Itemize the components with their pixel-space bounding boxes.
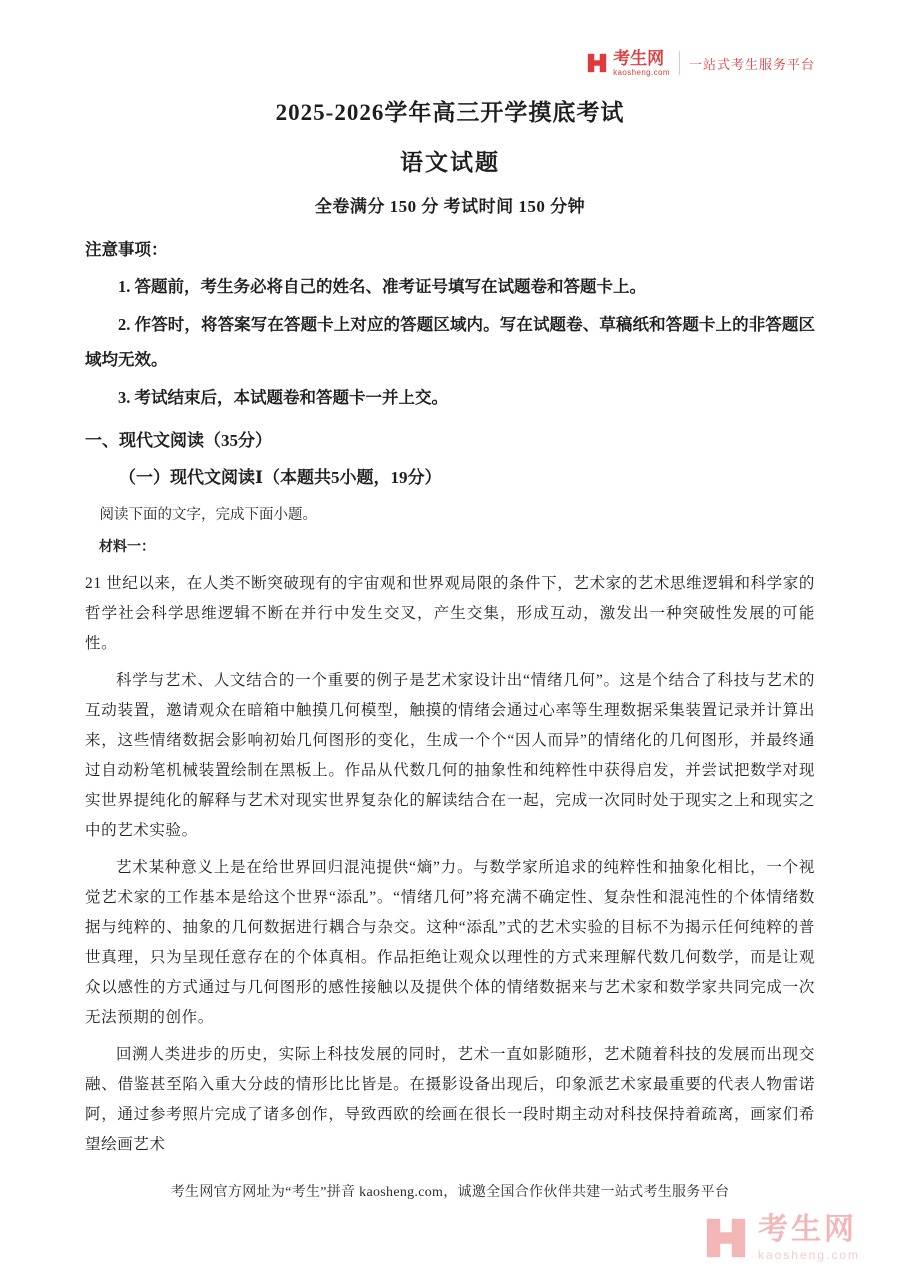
notice-item-1: 1. 答题前，考生务必将自己的姓名、准考证号填写在试题卷和答题卡上。 (118, 277, 646, 296)
page-footer (0, 1181, 900, 1201)
brand-header (85, 46, 815, 80)
material-paragraph: 艺术某种意义上是在给世界回归混沌提供“熵”力。与数学家所追求的纯粹性和抽象化相比，一个视觉艺术家的工作基本是给这个世界“添乱”。“情绪几何”将充满不确定性、复杂性和混沌性的个体情绪数据与纯粹的、抽象的几何数据进行耦合与杂交。这种“添乱”式的艺术实验的目标不为揭示任何纯粹的普世真理，只为呈现任意存在的个体真相。作品拒绝让观众以理性的方式来理解代数几何数学，而是让观众以感性的方式通过与几何图形的感性接触以及提供个体的情绪数据来与艺术家和数学家共同完成一次无法预期的创作。 (85, 859, 815, 1026)
kaosheng-watermark-icon (703, 1215, 749, 1261)
notice-item-3: 3. 考试结束后，本试题卷和答题卡一并上交。 (118, 388, 448, 407)
watermark-name: 考生网 (757, 1213, 857, 1246)
brand-divider (679, 51, 680, 75)
reading-instruction: 阅读下面的文字，完成下面小题。 (99, 507, 317, 523)
brand-name: 考生网 (613, 48, 665, 68)
section-heading: 一、现代文阅读（35分） (85, 431, 272, 450)
brand-domain: kaosheng.com (613, 67, 670, 77)
brand-tagline: 一站式考生服务平台 (688, 56, 815, 72)
brand-text (613, 50, 670, 77)
watermark-domain: kaosheng.com (757, 1248, 860, 1262)
kaosheng-watermark (703, 1215, 860, 1261)
watermark-text (758, 1215, 860, 1261)
subsection-heading: （一）现代文阅读Ⅰ（本题共5小题，19分） (119, 468, 442, 487)
notice-item-2: 2. 作答时，将答案写在答题卡上对应的答题区域内。写在试题卷、草稿纸和答题卡上的非答题区域均无效。 (85, 315, 815, 369)
material-paragraph: 回溯人类进步的历史，实际上科技发展的同时，艺术一直如影随形，艺术随着科技的发展而出现交融、借鉴甚至陷入重大分歧的情形比比皆是。在摄影设备出现后，印象派艺术家最重要的代表人物雷诺阿，通过参考照片完成了诸多创作，导致西欧的绘画在很长一段时期主动对科技保持着疏离，画家们希望绘画艺术 (85, 1046, 815, 1153)
footer-text: 考生网官方网址为“考生”拼音 kaosheng.com，诚邀全国合作伙伴共建一站式考生服务平台 (170, 1185, 730, 1200)
material-label: 材料一： (99, 540, 155, 555)
notice-heading: 注意事项： (85, 240, 168, 259)
material-paragraph: 科学与艺术、人文结合的一个重要的例子是艺术家设计出“情绪几何”。这是个结合了科技与艺术的互动装置，邀请观众在暗箱中触摸几何模型，触摸的情绪会通过心率等生理数据采集装置记录并计算出来，这些情绪数据会影响初始几何图形的变化，生成一个个“因人而异”的情绪化的几何图形，并最终通过自动粉笔机械装置绘制在黑板上。作品从代数几何的抽象性和纯粹性中获得启发，并尝试把数学对现实世界提纯化的解释与艺术对现实世界复杂化的解读结合在一起，完成一次同时处于现实之上和现实之中的艺术实验。 (85, 672, 815, 839)
kaosheng-logo[interactable] (586, 50, 815, 77)
exam-subject: 语文试题 (400, 150, 500, 175)
exam-info: 全卷满分 150 分 考试时间 150 分钟 (314, 197, 586, 216)
kaosheng-logo-icon (586, 52, 608, 74)
material-paragraph: 21 世纪以来，在人类不断突破现有的宇宙观和世界观局限的条件下，艺术家的艺术思维逻辑和科学家的哲学社会科学思维逻辑不断在并行中发生交叉，产生交集，形成互动，激发出一种突破性发展的可能性。 (85, 575, 815, 652)
exam-title: 2025-2026学年高三开学摸底考试 (275, 100, 625, 125)
